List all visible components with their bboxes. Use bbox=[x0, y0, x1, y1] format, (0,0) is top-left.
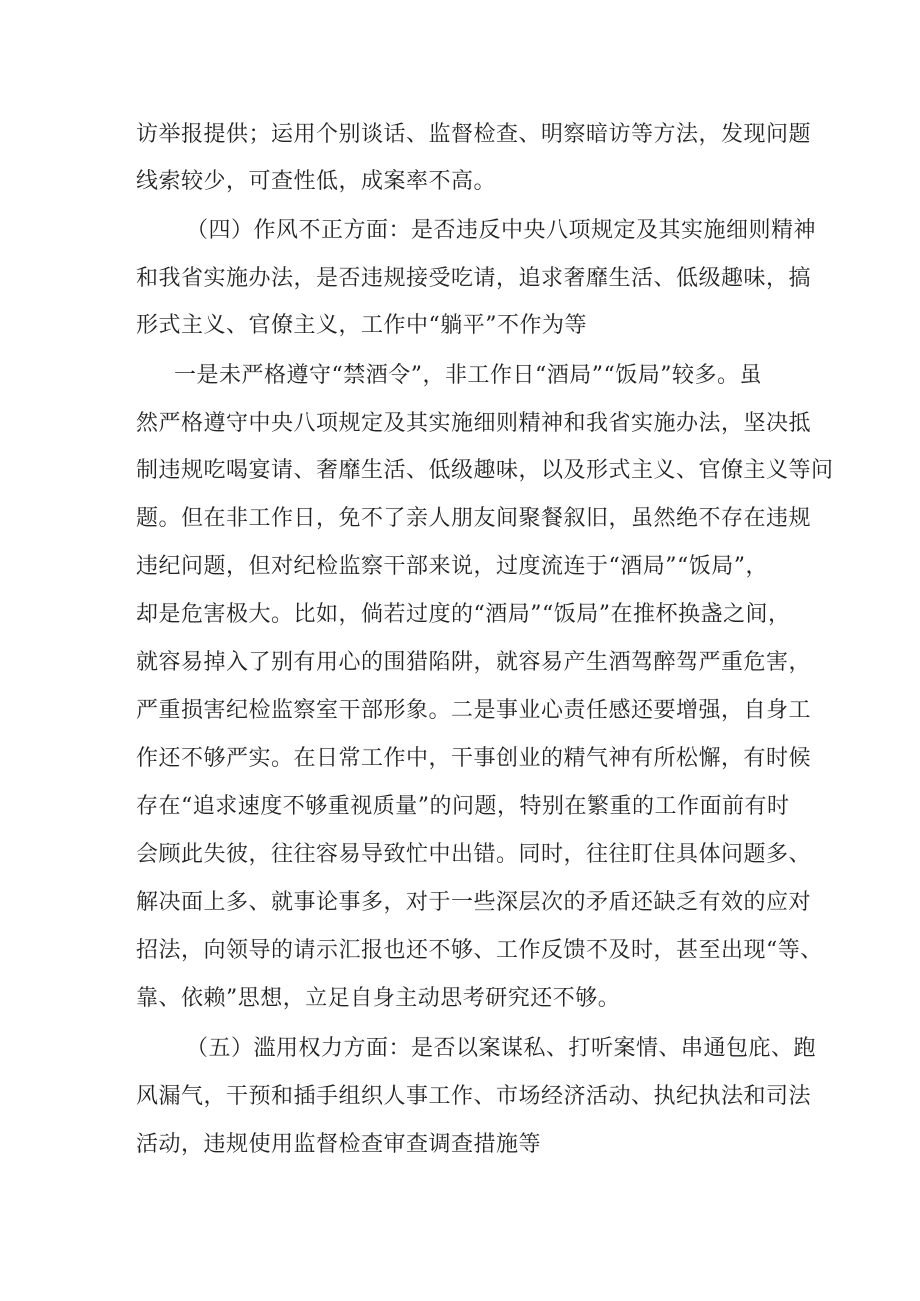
text-line: 就容易掉入了别有用心的围猎陷阱，就容易产生酒驾醉驾严重危害， bbox=[136, 650, 812, 675]
text-line: 线索较少，可查性低，成案率不高。 bbox=[136, 169, 497, 194]
text-line: 违纪问题，但对纪检监察干部来说，过度流连于“酒局”“饭局”， bbox=[136, 554, 768, 579]
text-line: 严重损害纪检监察室干部形象。二是事业心责任感还要增强，自身工 bbox=[136, 698, 812, 723]
text-line: 形式主义、官僚主义，工作中“躺平”不作为等 bbox=[136, 313, 587, 338]
text-line: 和我省实施办法，是否违规接受吃请，追求奢靡生活、低级趣味，搞 bbox=[136, 266, 812, 291]
text-line: 风漏气，干预和插手组织人事工作、市场经济活动、执纪执法和司法 bbox=[136, 1084, 812, 1109]
text-line: 靠、依赖”思想，立足自身主动思考研究还不够。 bbox=[136, 986, 621, 1011]
text-line: 解决面上多、就事论事多，对于一些深层次的矛盾还缺乏有效的应对 bbox=[136, 890, 812, 915]
text-line: 会顾此失彼，往往容易导致忙中出错。同时，往往盯住具体问题多、 bbox=[136, 842, 812, 867]
text-line: 访举报提供；运用个别谈话、监督检查、明察暗访等方法，发现问题 bbox=[136, 122, 812, 147]
text-line: 活动，违规使用监督检查审查调查措施等 bbox=[136, 1132, 542, 1157]
text-line: 然严格遵守中央八项规定及其实施细则精神和我省实施办法，坚决抵 bbox=[136, 411, 812, 436]
text-line: 却是危害极大。比如，倘若过度的“酒局”“饭局”在推杯换盏之间， bbox=[136, 602, 791, 627]
section-heading-5: （五）滥用权力方面：是否以案谋私、打听案情、串通包庇、跑 bbox=[186, 1036, 817, 1061]
text-line: 制违规吃喝宴请、奢靡生活、低级趣味，以及形式主义、官僚主义等问 bbox=[136, 458, 834, 483]
paragraph-start: 一是未严格遵守“禁酒令”，非工作日“酒局”“饭局”较多。虽 bbox=[174, 363, 762, 388]
section-heading-4: （四）作风不正方面：是否违反中央八项规定及其实施细则精神 bbox=[186, 218, 817, 243]
text-line: 作还不够严实。在日常工作中，干事创业的精气神有所松懈，有时候 bbox=[136, 746, 812, 771]
text-line: 存在“追求速度不够重视质量”的问题，特别在繁重的工作面前有时 bbox=[136, 794, 790, 819]
text-line: 招法，向领导的请示汇报也还不够、工作反馈不及时，甚至出现“等、 bbox=[136, 938, 823, 963]
text-line: 题。但在非工作日，免不了亲人朋友间聚餐叙旧，虽然绝不存在违规 bbox=[136, 506, 812, 531]
